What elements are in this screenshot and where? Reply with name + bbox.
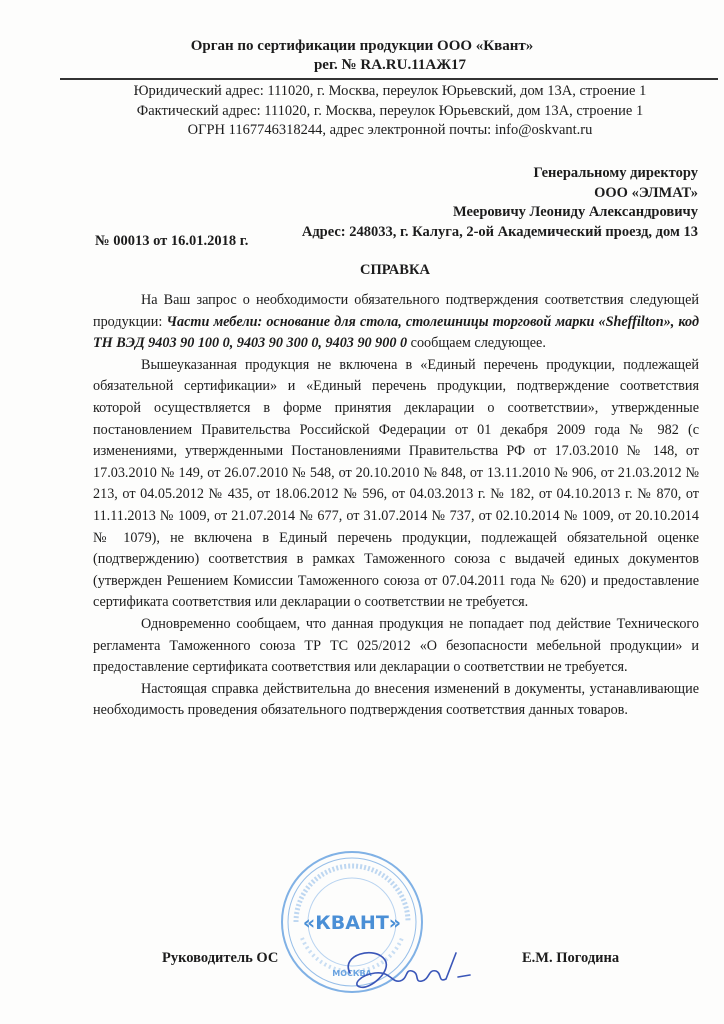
ogrn-email: ОГРН 1167746318244, адрес электронной почты: info@oskvant.ru xyxy=(187,122,593,138)
recipient-address: Адрес: 248033, г. Калуга, 2-ой Академический проезд, дом 13 xyxy=(301,223,698,240)
stamp-center-text: «КВАНТ» xyxy=(302,912,402,934)
paragraph-technical-regulation: Одновременно сообщаем, что данная продукция не попадает под действие Технического регламента Таможенного союза ТР ТС 025/2012 «О безопасности мебельной продукции» и предоставление сертификата соответствия или декларации о соответствии не требуется. xyxy=(93,615,699,676)
recipient-position: Генеральному директору xyxy=(533,165,698,181)
signatory-name: Е.М. Погодина xyxy=(522,950,620,966)
document-title: СПРАВКА xyxy=(360,262,430,278)
legal-address: Юридический адрес: 111020, г. Москва, переулок Юрьевский, дом 13А, строение 1 xyxy=(133,83,647,99)
org-title: Орган по сертификации продукции ООО «Квант» xyxy=(190,38,534,54)
registration-number: рег. № RA.RU.11АЖ17 xyxy=(313,57,467,73)
signature-stroke xyxy=(348,953,470,988)
document-body xyxy=(93,290,699,722)
product-description: Части мебели: основание для стола, столешницы торговой марки «Sheffilton», код ТН ВЭД 9403 90 100 0, 9403 90 300 0, 9403 90 900 0 xyxy=(93,313,700,352)
paragraph-not-included: Вышеуказанная продукция не включена в «Единый перечень продукции, подлежащей обязательной сертификации» и «Единый перечень продукции, подтверждение соответствия которой осуществляется в форме принятия декларации о соответствии», утвержденные постановлением Правительства Российской Федерации от 01 декабря 2009 года № 982 (с изменениями, утвержденными Постановлениями Правительства РФ от 17.03.2010 № 148, от 17.03.2010 № 149, от 26.07.2010 № 548, от 20.10.2010 № 848, от 13.11.2010 № 906, от 21.03.2012 № 213, от 04.05.2012 № 435, от 18.06.2012 № 596, от 04.03.2013 г. № 182, от 04.10.2013 г. № 870, от 11.11.2013 № 1009, от 21.07.2014 № 677, от 31.07.2014 № 737, от 02.10.2014 № 1009, от 20.10.2014 № 1079), не включена в Единый перечень продукции, подлежащей обязательной оценке (подтверждению) соответствия в рамках Таможенного союза с выдачей единых документов (утвержден Решением Комиссии Таможенного союза от 07.04.2011 года № 620) и предоставление сертификата соответствия или декларации о соответствии не требуется. xyxy=(93,356,699,611)
p1-end: сообщаем следующее. xyxy=(407,335,546,352)
header-divider xyxy=(60,78,718,80)
recipient-company: ООО «ЭЛМАТ» xyxy=(594,184,698,201)
stamp-bottom-text: МОСКВА xyxy=(332,969,372,978)
signatory-role: Руководитель ОС xyxy=(162,950,279,966)
paragraph-request xyxy=(93,290,699,355)
handwritten-signature xyxy=(330,935,480,1005)
recipient-name: Меeровичу Леониду Александровичу xyxy=(452,204,698,220)
document-number: № 00013 от 16.01.2018 г. xyxy=(95,233,249,249)
paragraph-validity: Настоящая справка действительна до внесения изменений в документы, устанавливающие необходимость проведения обязательного подтверждения соответствия данных товаров. xyxy=(93,680,699,719)
actual-address: Фактический адрес: 111020, г. Москва, переулок Юрьевский, дом 13А, строение 1 xyxy=(136,103,644,119)
p1-start: На Ваш запрос о необходимости обязательного подтверждения соответствия следующей продукции: xyxy=(93,292,699,330)
recipient-block xyxy=(302,164,698,242)
